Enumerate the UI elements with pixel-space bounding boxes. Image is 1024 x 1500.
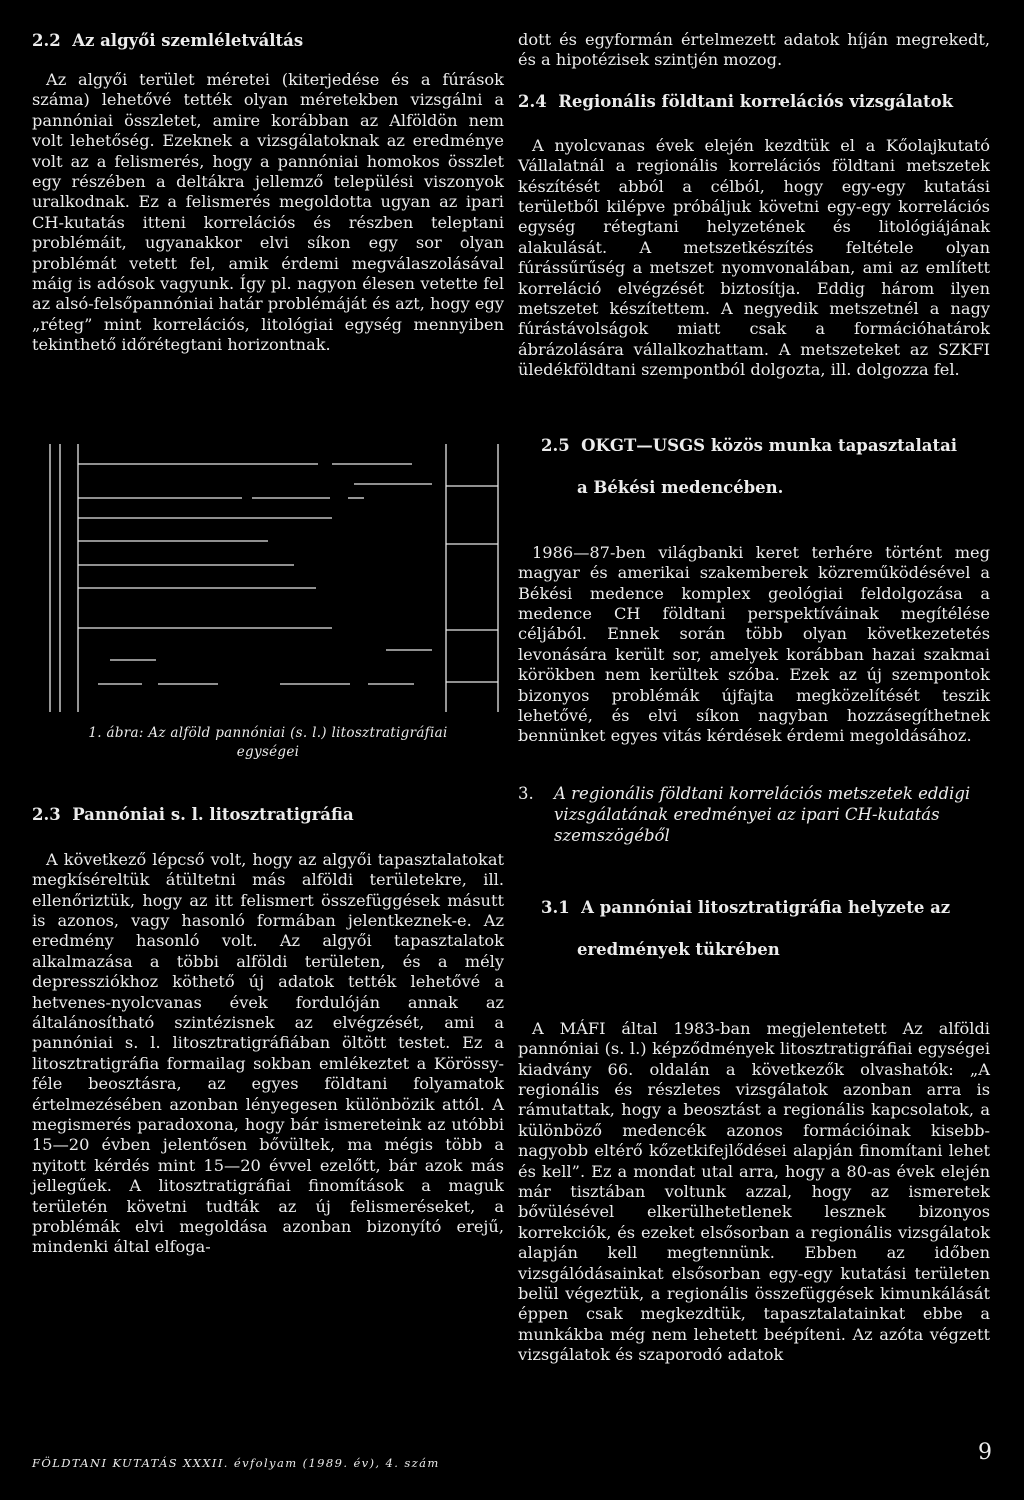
section-3-1-paragraph: A MÁFI által 1983-ban megjelentetett Az alföldi pannóniai (s. l.) képződmények litosztratigráfiai egységei kiadvány 66. oldalán a következők olvashatók: „A regionális és részletes vizsgálatok azonban arra is rámutattak, hogy a beosztást a regionális kapcsolatok, a különböző medencék azonos formációinak kisebb-nagyobb eltérő kőzetkifejlődései alapján finomítani lehet és kell”. Ez a mondat utal arra, hogy a 80-as évek elején már tisztában voltunk azzal, hogy az ismeretek bővülésével elkerülhetetlenek lesznek bizonyos korrekciók, és ezeket elsősorban a regionális vizsgálatok alapján kell megtennünk. Ebben az időben vizsgálódásainkat elsősorban egy-egy kutatási területen belül végeztük, a regionális összefüggések kimunkálását éppen csak megkezdtük, tapasztalatainkat ebbe a munkákba még nem lehetett beépíteni. Az azóta végzett vizsgálatok és szaporodó adatok (518, 1018, 990, 1365)
section-2-4-paragraph: A nyolcvanas évek elején kezdtük el a Kőolajkutató Vállalatnál a regionális korrelációs földtani metszetek készítését abból a célból, hogy egy-egy kutatási területből kilépve próbáljuk követni egy-egy korrelációs egység rétegtani helyzetének és litológiájának alakulását. A metszetkészítés feltétele olyan fúrássűrűség a metszet nyomvonalában, ami az említett korreláció elvégzését biztosítja. Eddig három ilyen metszetet készítettem. A negyedik metszetnél a nagy fúrástávolságok miatt csak a formációhatárok ábrázolására vállalkozhattam. A metszeteket az SZKFI üledékföldtani szempontból dolgozta, ill. dolgozza fel. (518, 135, 990, 380)
section-3-number: 3. (518, 783, 534, 803)
section-2-4-title: 2.4 Regionális földtani korrelációs vizsgálatok (518, 91, 954, 111)
section-3-heading (518, 783, 990, 846)
section-2-3-title: 2.3 Pannóniai s. l. litosztratigráfia (32, 804, 354, 824)
section-2-2-title: 2.2 Az algyői szemléletváltás (32, 31, 304, 50)
section-2-3-paragraph: A következő lépcső volt, hogy az algyői tapasztalatokat megkíséreltük átültetni más alföldi területekre, ill. ellenőriztük, hogy az itt felismert összefüggések másutt is azonos, vagy hasonló formában jelentkeznek-e. Az eredmény hasonló volt. Az algyői tapasztalatok alkalmazása a többi alföldi területen, és a mély depressziókhoz köthető új adatok tették lehetővé a hetvenes-nyolcvanas évek fordulóján annak az általánosítható szintézisnek az elvégzését, ami a pannóniai s. l. litosztratigráfiában öltött testet. Ez a litosztratigráfia formailag sokban emlékeztet a Körössy-féle beosztásra, az egyes földtani folyamatok értelmezésében azonban lényegesen különbözik attól. A megismerés paradoxona, hogy bár ismereteink az utóbbi 15—20 évben jelentősen bővültek, ma mégis több a nyitott kérdés mint 15—20 évvel ezelőtt, bár azok más jellegűek. A litosztratigráfiai finomítások a maguk területén követni tudták az új felismeréseket, a problémák elvi megoldása azonban bizonyító erejű, mindenki által elfoga- (32, 849, 504, 1257)
journal-citation: FÖLDTANI KUTATÁS XXXII. évfolyam (1989. év), 4. szám (32, 1456, 440, 1470)
continued-paragraph: dott és egyformán értelmezett adatok híján megrekedt, és a hipotézisek szintjén mozog. (518, 30, 990, 70)
figure-1-diagram (32, 444, 504, 712)
section-2-5-title (518, 414, 990, 519)
section-2-5-paragraph: 1986—87-ben világbanki keret terhére történt meg magyar és amerikai szakemberek közreműködésével a Békési medence komplex geológiai feldolgozása a medence CH földtani perspektíváinak megítélése céljából. Ennek során több olyan következetetés levonására került sor, amelyek korábban hazai szakmai körökben nem kerültek szóba. Ezek az új szempontok bizonyos problémák újfajta megközelítését teszik lehetővé, és elvi síkon nagyban hozzásegíthetnek bennünket egyes vitás kérdések érdemi megoldásához. (518, 542, 990, 746)
section-3-1-title-line-2: eredmények tükrében (576, 939, 780, 959)
section-3-title: A regionális földtani korrelációs metszetek eddigi vizsgálatának eredményei az ipari CH-kutatás szemszögéből (554, 783, 971, 845)
figure-1-caption (32, 724, 504, 762)
figure-caption-line-2: egységei (236, 743, 300, 760)
page-footer (32, 1440, 992, 1478)
section-2-5-title-line-2: a Békési medencében. (576, 477, 784, 497)
figure-caption-line-1: 1. ábra: Az alföld pannóniai (s. l.) litosztratigráfiai (88, 724, 448, 741)
section-3-1-title-line-1: 3.1 A pannóniai litosztratigráfia helyzete az (540, 897, 951, 917)
section-2-2-paragraph: Az algyői terület méretei (kiterjedése és a fúrások száma) lehetővé tették olyan méretekben vizsgálni a pannóniai összletet, amire korábban az Alföldön nem volt lehetőség. Ezeknek a vizsgálatoknak az eredménye volt az a felismerés, hogy a pannóniai homokos összlet egy részében a deltákra jellemző települési viszonyok uralkodnak. Ez a felismerés megoldotta ugyan az ipari CH-kutatás itteni korrelációs és részben teleptani problémáit, ugyanakkor elvi síkon egy sor olyan problémát vetett fel, amik érdemi megválaszolásával máig is adósok vagyunk. Így pl. nagyon élesen vetette fel az alsó-felsőpannóniai határ problémáját és azt, hogy egy „réteg” mint korrelációs, litológiai egység mennyiben tekinthető időrétegtani horizontnak. (32, 70, 504, 355)
right-column (518, 30, 990, 1366)
left-column (32, 30, 504, 1258)
figure-1 (32, 444, 504, 712)
section-2-5-title-line-1: 2.5 OKGT—USGS közös munka tapasztalatai (540, 435, 958, 455)
section-3-1-title (518, 876, 990, 981)
page-number: 9 (978, 1440, 992, 1465)
